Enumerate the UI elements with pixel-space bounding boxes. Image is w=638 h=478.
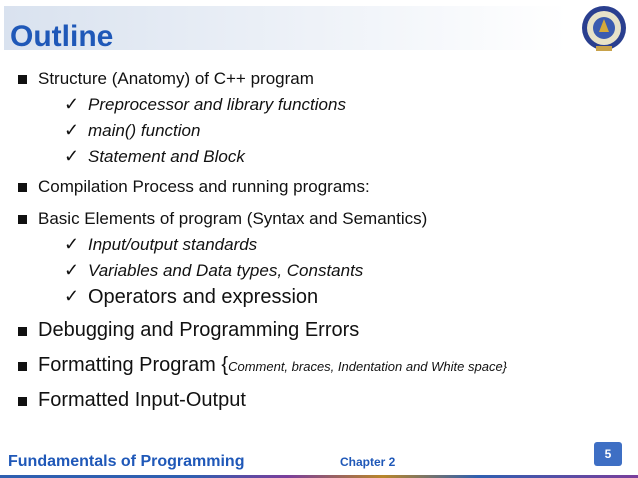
list-item-main-text: Formatting Program { xyxy=(38,354,229,376)
square-bullet-icon xyxy=(18,215,27,224)
list-item xyxy=(14,68,634,94)
list-item xyxy=(14,146,634,172)
list-item xyxy=(14,386,634,421)
list-item xyxy=(14,351,634,386)
list-item xyxy=(14,260,634,286)
square-bullet-icon xyxy=(18,75,27,84)
list-item-text: Formatted Input-Output xyxy=(38,389,246,411)
list-item-text: Statement and Block xyxy=(88,147,245,166)
checkmark-icon: ✓ xyxy=(64,120,80,140)
list-item-text: Input/output standards xyxy=(88,235,258,254)
list-item xyxy=(14,286,634,316)
list-item xyxy=(14,234,634,260)
list-item xyxy=(14,176,634,202)
list-item-text: Compilation Process and running programs: xyxy=(38,177,370,196)
list-item-text: Debugging and Programming Errors xyxy=(38,319,360,341)
square-bullet-icon xyxy=(18,183,27,192)
checkmark-icon: ✓ xyxy=(64,260,80,280)
checkmark-icon: ✓ xyxy=(64,286,80,306)
list-item-text xyxy=(38,354,507,377)
slide-footer xyxy=(0,448,638,478)
outline-list xyxy=(14,68,634,421)
square-bullet-icon xyxy=(18,397,27,406)
checkmark-icon: ✓ xyxy=(64,94,80,114)
list-item xyxy=(14,316,634,351)
square-bullet-icon xyxy=(18,362,27,371)
square-bullet-icon xyxy=(18,327,27,336)
list-item-text: Structure (Anatomy) of C++ program xyxy=(38,69,314,88)
slide-title: Outline xyxy=(10,20,114,53)
course-title: Fundamentals of Programming xyxy=(8,453,245,470)
list-item-text: Operators and expression xyxy=(88,286,319,308)
list-item-text: main() function xyxy=(88,121,201,140)
checkmark-icon: ✓ xyxy=(64,146,80,166)
page-number-badge: 5 xyxy=(594,442,622,466)
list-item-text: Basic Elements of program (Syntax and Semantics) xyxy=(38,209,428,228)
chapter-label: Chapter 2 xyxy=(340,455,396,469)
university-seal-icon xyxy=(574,4,634,52)
list-item-text: Variables and Data types, Constants xyxy=(88,261,364,280)
list-item xyxy=(14,208,634,234)
list-item xyxy=(14,120,634,146)
list-item-note: Comment, braces, Indentation and White space} xyxy=(228,359,508,374)
checkmark-icon: ✓ xyxy=(64,234,80,254)
list-item xyxy=(14,94,634,120)
list-item-text: Preprocessor and library functions xyxy=(88,95,346,114)
